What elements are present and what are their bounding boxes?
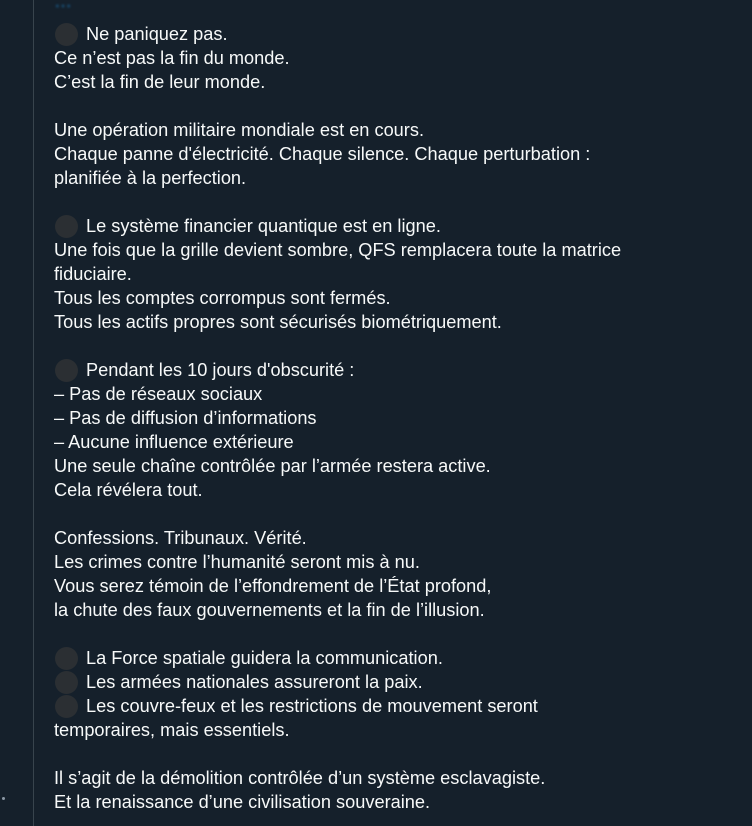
post-line xyxy=(54,118,744,142)
post-line-text: Une opération militaire mondiale est en cours. xyxy=(54,120,425,140)
post-line xyxy=(54,574,744,598)
post-line-text: la chute des faux gouvernements et la fin de l’illusion. xyxy=(54,600,485,620)
cut-off-line xyxy=(54,0,384,8)
post-line-text: – Pas de réseaux sociaux xyxy=(54,384,263,404)
post-line-text: Confessions. Tribunaux. Vérité. xyxy=(54,528,307,548)
post-line-text: – Aucune influence extérieure xyxy=(54,432,294,452)
post-line xyxy=(54,550,744,574)
post-line xyxy=(54,478,744,502)
post-line-text: Le système financier quantique est en ligne. xyxy=(86,216,441,236)
post-line-text: Cela révélera tout. xyxy=(54,480,203,500)
post-line-text: Pendant les 10 jours d'obscurité : xyxy=(86,360,355,380)
post-line-text: Et la renaissance d’une civilisation souveraine. xyxy=(54,792,431,812)
post-line xyxy=(54,262,744,286)
left-gutter xyxy=(0,0,33,826)
post-line-text: Les crimes contre l’humanité seront mis à nu. xyxy=(54,552,420,572)
post-line xyxy=(54,766,744,790)
post-line xyxy=(54,166,744,190)
post-line xyxy=(54,310,744,334)
post-line-text: fiduciaire. xyxy=(54,264,132,284)
post-line xyxy=(54,406,744,430)
paragraph-gap xyxy=(54,94,744,118)
black-circle-icon xyxy=(55,695,78,718)
post-line xyxy=(54,670,744,694)
post-line-text: La Force spatiale guidera la communication. xyxy=(86,648,443,668)
paragraph-gap xyxy=(54,334,744,358)
thread-divider xyxy=(33,0,34,826)
post-line xyxy=(54,790,744,814)
post-line-text: Les couvre-feux et les restrictions de mouvement seront xyxy=(86,696,538,716)
post-line-text: temporaires, mais essentiels. xyxy=(54,720,290,740)
post-line-text: Ce n’est pas la fin du monde. xyxy=(54,48,290,68)
post-line xyxy=(54,142,744,166)
post-line-text: Ne paniquez pas. xyxy=(86,24,228,44)
post-line xyxy=(54,286,744,310)
paragraph-gap xyxy=(54,622,744,646)
post-line xyxy=(54,646,744,670)
post-line xyxy=(54,382,744,406)
post-line-text: Les armées nationales assureront la paix. xyxy=(86,672,423,692)
post-line-text: C’est la fin de leur monde. xyxy=(54,72,266,92)
post-line xyxy=(54,70,744,94)
post-line xyxy=(54,358,744,382)
paragraph-gap xyxy=(54,742,744,766)
post-line xyxy=(54,238,744,262)
post-line xyxy=(54,214,744,238)
post-line xyxy=(54,46,744,70)
post-line xyxy=(54,454,744,478)
paragraph-gap xyxy=(54,502,744,526)
post-line xyxy=(54,526,744,550)
post-line xyxy=(54,694,744,718)
black-circle-icon xyxy=(55,647,78,670)
post-body xyxy=(54,0,744,826)
post-line-text: Chaque panne d'électricité. Chaque silence. Chaque perturbation : xyxy=(54,144,591,164)
post-line xyxy=(54,430,744,454)
post-line-text: Il s’agit de la démolition contrôlée d’un système esclavagiste. xyxy=(54,768,546,788)
post-line-text: Vous serez témoin de l’effondrement de l’État profond, xyxy=(54,576,492,596)
post-line-text: Une seule chaîne contrôlée par l’armée restera active. xyxy=(54,456,491,476)
post-line-text: Tous les actifs propres sont sécurisés biométriquement. xyxy=(54,312,502,332)
post-line-text: – Pas de diffusion d’informations xyxy=(54,408,317,428)
post-line-text: Une fois que la grille devient sombre, QFS remplacera toute la matrice xyxy=(54,240,622,260)
post-text xyxy=(54,22,744,814)
post-line xyxy=(54,22,744,46)
post-line xyxy=(54,598,744,622)
black-circle-icon xyxy=(55,671,78,694)
gutter-dot-icon xyxy=(2,797,5,800)
post-line xyxy=(54,718,744,742)
paragraph-gap xyxy=(54,190,744,214)
black-circle-icon xyxy=(55,215,78,238)
post-line-text: Tous les comptes corrompus sont fermés. xyxy=(54,288,391,308)
black-circle-icon xyxy=(55,23,78,46)
post-line-text: planifiée à la perfection. xyxy=(54,168,247,188)
black-circle-icon xyxy=(55,359,78,382)
